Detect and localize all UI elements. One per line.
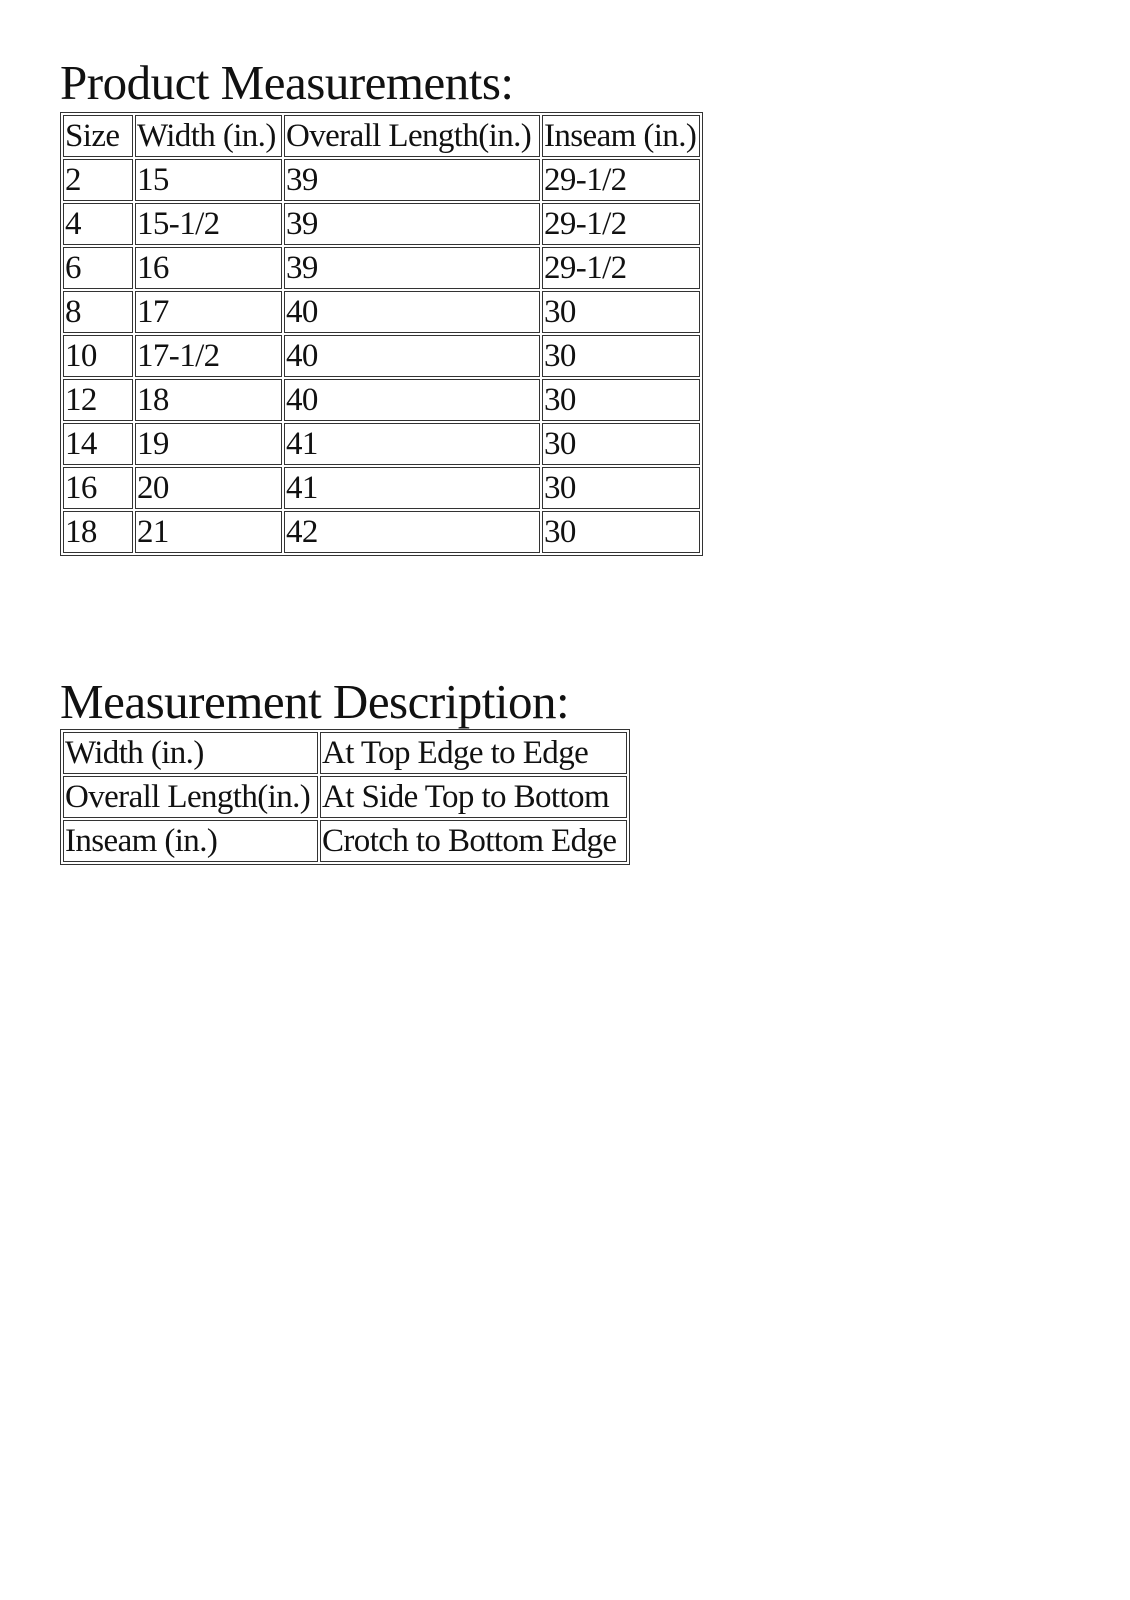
cell-overall-length: 39 [284, 203, 540, 245]
cell-size: 6 [63, 247, 133, 289]
cell-inseam: 29-1/2 [542, 203, 700, 245]
cell-overall-length: 39 [284, 247, 540, 289]
description-definition: Crotch to Bottom Edge [320, 820, 627, 862]
description-term: Width (in.) [63, 732, 318, 774]
table-row [63, 203, 700, 245]
description-term: Overall Length(in.) [63, 776, 318, 818]
description-definition: At Side Top to Bottom [320, 776, 627, 818]
measurements-table [60, 112, 703, 556]
cell-inseam: 30 [542, 423, 700, 465]
description-table [60, 729, 630, 865]
table-row [63, 732, 627, 774]
cell-width: 18 [135, 379, 282, 421]
table-header-row [63, 115, 700, 157]
table-row [63, 379, 700, 421]
cell-overall-length: 42 [284, 511, 540, 553]
cell-overall-length: 40 [284, 335, 540, 377]
table-row [63, 291, 700, 333]
cell-size: 2 [63, 159, 133, 201]
cell-inseam: 30 [542, 467, 700, 509]
header-width: Width (in.) [135, 115, 282, 157]
cell-size: 4 [63, 203, 133, 245]
description-term: Inseam (in.) [63, 820, 318, 862]
cell-width: 17-1/2 [135, 335, 282, 377]
cell-size: 12 [63, 379, 133, 421]
table-row [63, 335, 700, 377]
cell-inseam: 29-1/2 [542, 247, 700, 289]
table-row [63, 511, 700, 553]
cell-inseam: 30 [542, 379, 700, 421]
cell-overall-length: 40 [284, 291, 540, 333]
table-row [63, 820, 627, 862]
cell-size: 14 [63, 423, 133, 465]
header-inseam: Inseam (in.) [542, 115, 700, 157]
cell-overall-length: 40 [284, 379, 540, 421]
cell-width: 15 [135, 159, 282, 201]
cell-overall-length: 41 [284, 423, 540, 465]
description-definition: At Top Edge to Edge [320, 732, 627, 774]
cell-width: 21 [135, 511, 282, 553]
cell-overall-length: 41 [284, 467, 540, 509]
cell-inseam: 30 [542, 511, 700, 553]
table-row [63, 776, 627, 818]
cell-width: 19 [135, 423, 282, 465]
cell-overall-length: 39 [284, 159, 540, 201]
cell-width: 17 [135, 291, 282, 333]
cell-size: 10 [63, 335, 133, 377]
cell-inseam: 30 [542, 335, 700, 377]
table-row [63, 247, 700, 289]
table-row [63, 423, 700, 465]
header-size: Size [63, 115, 133, 157]
cell-width: 20 [135, 467, 282, 509]
cell-size: 8 [63, 291, 133, 333]
cell-size: 16 [63, 467, 133, 509]
table-row [63, 159, 700, 201]
cell-width: 16 [135, 247, 282, 289]
cell-inseam: 29-1/2 [542, 159, 700, 201]
cell-size: 18 [63, 511, 133, 553]
product-measurements-heading: Product Measurements: [60, 55, 514, 110]
header-overall-length: Overall Length(in.) [284, 115, 540, 157]
measurement-description-heading: Measurement Description: [60, 674, 570, 729]
cell-inseam: 30 [542, 291, 700, 333]
table-row [63, 467, 700, 509]
cell-width: 15-1/2 [135, 203, 282, 245]
